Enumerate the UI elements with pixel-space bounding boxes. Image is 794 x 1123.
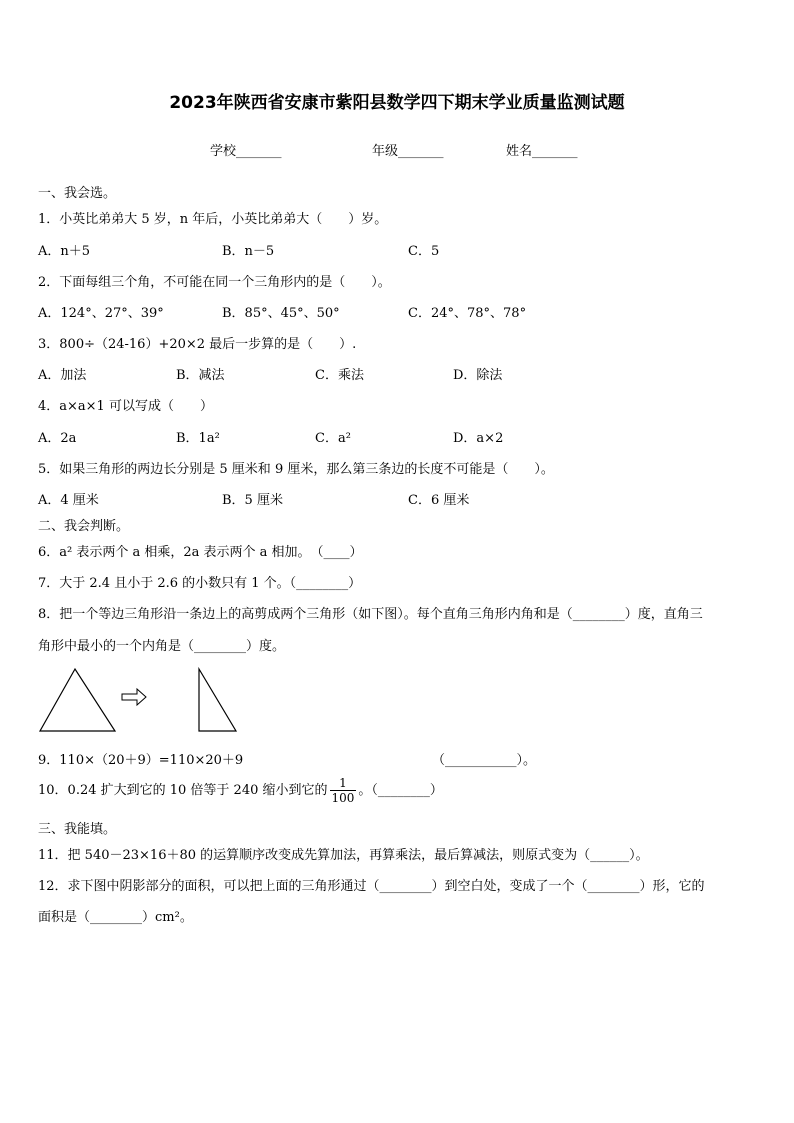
question-9-answer: （___________）。 — [432, 753, 537, 768]
question-7: 7．大于 2.4 且小于 2.6 的小数只有 1 个。（________） — [38, 576, 362, 591]
q2-option-a: A．124°、27°、39° — [38, 306, 164, 321]
q5-option-c: C．6 厘米 — [408, 493, 470, 508]
question-3: 3．800÷（24-16）+20×2 最后一步算的是（ ）. — [38, 337, 357, 352]
q4-option-b: B．1a² — [176, 431, 220, 446]
question-12-line-2: 面积是（________）cm²。 — [38, 910, 193, 925]
question-6: 6．a² 表示两个 a 相乘，2a 表示两个 a 相加。 （____） — [38, 545, 363, 560]
question-4: 4．a×a×1 可以写成（ ） — [38, 399, 213, 414]
fraction-numerator: 1 — [330, 776, 357, 791]
section-heading-choose: 一、我会选。 — [38, 186, 117, 201]
q4-option-c: C．a² — [315, 431, 351, 446]
question-11: 11．把 540－23×16＋80 的运算顺序改变成先算加法，再算乘法，最后算减法，则原式变为（______）。 — [38, 848, 649, 863]
school-field: 学校_______ — [210, 144, 282, 159]
question-8-line-1: 8．把一个等边三角形沿一条边上的高剪成两个三角形（如下图）。每个直角三角形内角和是（________）度，直角三 — [38, 607, 703, 622]
question-10 — [38, 776, 443, 805]
name-field: 姓名_______ — [506, 144, 578, 159]
q1-option-b: B．n－5 — [222, 244, 275, 259]
q5-option-b: B．5 厘米 — [222, 493, 283, 508]
q2-option-b: B．85°、45°、50° — [222, 306, 340, 321]
grade-field: 年级_______ — [372, 144, 444, 159]
section-heading-fill: 三、我能填。 — [38, 822, 117, 837]
q3-option-d: D．除法 — [453, 368, 503, 383]
question-10-text: 10．0.24 扩大到它的 10 倍等于 240 缩小到它的 — [38, 783, 328, 798]
q1-option-a: A．n＋5 — [38, 244, 91, 259]
q3-option-a: A．加法 — [38, 368, 87, 383]
question-12-line-1: 12．求下图中阴影部分的面积，可以把上面的三角形通过（________）到空白处，变成了一个（________）形，它的 — [38, 879, 705, 894]
arrow-icon — [122, 689, 146, 705]
question-8-line-2: 角形中最小的一个内角是（________）度。 — [38, 639, 286, 654]
question-9: 9．110×（20＋9）=110×20＋9 — [38, 753, 244, 768]
q2-option-c: C．24°、78°、78° — [408, 306, 527, 321]
fraction-denominator: 100 — [331, 791, 355, 805]
question-2: 2．下面每组三个角，不可能在同一个三角形内的是（ ）。 — [38, 275, 391, 290]
q1-option-c: C．5 — [408, 244, 440, 259]
section-heading-judge: 二、我会判断。 — [38, 519, 130, 534]
triangle-cut-diagram — [36, 666, 246, 736]
question-1: 1．小英比弟弟大 5 岁，n 年后，小英比弟弟大（ ）岁。 — [38, 212, 388, 227]
q4-option-a: A．2a — [38, 431, 77, 446]
page-title: 2023年陕西省安康市紫阳县数学四下期末学业质量监测试题 — [169, 93, 625, 113]
q3-option-c: C．乘法 — [315, 368, 364, 383]
equilateral-triangle — [40, 669, 115, 731]
fraction — [330, 776, 357, 805]
right-triangle — [199, 669, 236, 731]
q4-option-d: D．a×2 — [453, 431, 504, 446]
question-5: 5．如果三角形的两边长分别是 5 厘米和 9 厘米，那么第三条边的长度不可能是（ ）。 — [38, 462, 554, 477]
q5-option-a: A．4 厘米 — [38, 493, 99, 508]
question-10-answer: 。（________） — [358, 783, 443, 798]
q3-option-b: B．减法 — [176, 368, 225, 383]
